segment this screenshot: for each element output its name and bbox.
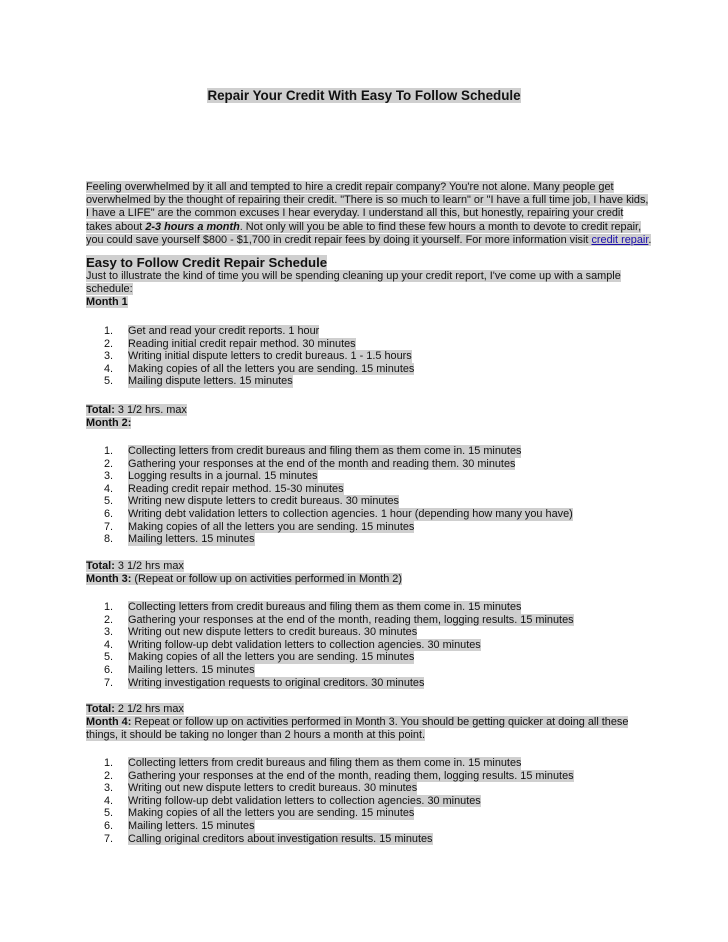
list-item-number: 1. — [104, 445, 114, 457]
list-item-text: Gathering your responses at the end of the month, reading them, logging results. 15 minutes — [128, 613, 574, 626]
list-item-text: Collecting letters from credit bureaus and filing them as them come in. 15 minutes — [128, 445, 522, 457]
list-item-text: Writing out new dispute letters to credit bureaus. 30 minutes — [128, 782, 418, 795]
list-item-number: 3. — [104, 626, 114, 639]
list-item-text: Writing follow-up debt validation letters to collection agencies. 30 minutes — [128, 638, 481, 651]
list-item-text: Gathering your responses at the end of the month and reading them. 30 minutes — [128, 457, 516, 470]
list-item-number: 3. — [104, 782, 114, 795]
month-4-label: Month 4: — [86, 716, 132, 729]
list-item-number: 2. — [104, 337, 114, 350]
list-item-number: 4. — [104, 362, 114, 375]
list-item-number: 1. — [104, 325, 114, 337]
list-item-text: Collecting letters from credit bureaus and filing them as them come in. 15 minutes — [128, 757, 522, 769]
list-item-number: 6. — [104, 819, 114, 832]
list-item-number: 7. — [104, 832, 114, 845]
lead-paragraph: Just to illustrate the kind of time you will be spending cleaning up your credit report, I've come up with a sample schedule: Month 1 — [86, 270, 621, 309]
list-item-text: Collecting letters from credit bureaus and filing them as them come in. 15 minutes — [128, 601, 522, 613]
list-item-number: 5. — [104, 651, 114, 664]
list-item-text: Mailing letters. 15 minutes — [128, 663, 255, 676]
list-item-text: Logging results in a journal. 15 minutes — [128, 470, 318, 483]
month-1-total: Total: 3 1/2 hrs. max Month 2: — [86, 404, 187, 430]
list-item-text: Making copies of all the letters you are sending. 15 minutes — [128, 651, 415, 664]
credit-repair-link[interactable]: credit repair — [591, 233, 649, 246]
list-item-text: Mailing letters. 15 minutes — [128, 819, 255, 832]
list-item-number: 4. — [104, 638, 114, 651]
list-item-text: Making copies of all the letters you are sending. 15 minutes — [128, 520, 415, 533]
list-item-number: 6. — [104, 507, 114, 520]
list-item-number: 5. — [104, 495, 114, 508]
list-item-number: 2. — [104, 613, 114, 626]
list-item-number: 4. — [104, 794, 114, 807]
list-item-text: Writing follow-up debt validation letters to collection agencies. 30 minutes — [128, 794, 481, 807]
list-item-text: Writing initial dispute letters to credit bureaus. 1 - 1.5 hours — [128, 350, 412, 363]
list-item-text: Gathering your responses at the end of the month, reading them, logging results. 15 minutes — [128, 769, 574, 782]
month-2-total: Total: 3 1/2 hrs max Month 3: (Repeat or follow up on activities performed in Month 2) — [86, 560, 402, 586]
list-item-text: Get and read your credit reports. 1 hour — [128, 325, 320, 337]
list-item-text: Mailing dispute letters. 15 minutes — [128, 375, 293, 388]
list-item-number: 1. — [104, 757, 114, 769]
list-item-text: Writing new dispute letters to credit bureaus. 30 minutes — [128, 495, 399, 508]
month-3-total: Total: 2 1/2 hrs max Month 4: Repeat or follow up on activities performed in Month 3. You should be getting quicker at doing all these things, it should be taking no longer than 2 hours a month at this point. — [86, 703, 629, 742]
list-item-number: 7. — [104, 676, 114, 689]
list-item-number: 5. — [104, 375, 114, 388]
list-item-text: Writing debt validation letters to collection agencies. 1 hour (depending how many you have) — [128, 507, 573, 520]
list-item-number: 3. — [104, 470, 114, 483]
list-item-text: Calling original creditors about investigation results. 15 minutes — [128, 832, 433, 845]
list-item-number: 2. — [104, 769, 114, 782]
list-item-number: 6. — [104, 663, 114, 676]
list-item-number: 5. — [104, 807, 114, 820]
list-item-text: Writing out new dispute letters to credit bureaus. 30 minutes — [128, 626, 418, 639]
list-item-number: 8. — [104, 533, 114, 546]
list-item-number: 1. — [104, 601, 114, 613]
list-item-text: Making copies of all the letters you are sending. 15 minutes — [128, 807, 415, 820]
list-item-number: 2. — [104, 457, 114, 470]
list-item-text: Mailing letters. 15 minutes — [128, 533, 255, 546]
month-2-label: Month 2: — [86, 417, 132, 430]
list-item-text: Writing investigation requests to original creditors. 30 minutes — [128, 676, 425, 689]
list-item-number: 7. — [104, 520, 114, 533]
section-heading: Easy to Follow Credit Repair Schedule — [86, 255, 328, 270]
intro-paragraph: Feeling overwhelmed by it all and tempted to hire a credit repair company? You're not alone. Many people get overwhelmed by the thought of repairing their credit. "There is so much to learn" or "I have a full time job, I have kids, I have a LIFE" are the common excuses I hear everyday. I understand all this, but honestly, repairing your credit takes about 2-3 hours a month. Not only will you be able to find these few hours a month to devote to credit repair, you could save yourself $800 - $1,700 in credit repair fees by doing it yourself. For more information visit credit repair. — [86, 181, 652, 246]
list-item-text: Making copies of all the letters you are sending. 15 minutes — [128, 362, 415, 375]
list-item-number: 4. — [104, 482, 114, 495]
month-3-label: Month 3: — [86, 573, 132, 586]
list-item-number: 3. — [104, 350, 114, 363]
month-1-label: Month 1 — [86, 296, 128, 309]
list-item-text: Reading initial credit repair method. 30 minutes — [128, 337, 356, 350]
list-item-text: Reading credit repair method. 15-30 minutes — [128, 482, 344, 495]
page-title: Repair Your Credit With Easy To Follow Schedule — [207, 88, 521, 103]
